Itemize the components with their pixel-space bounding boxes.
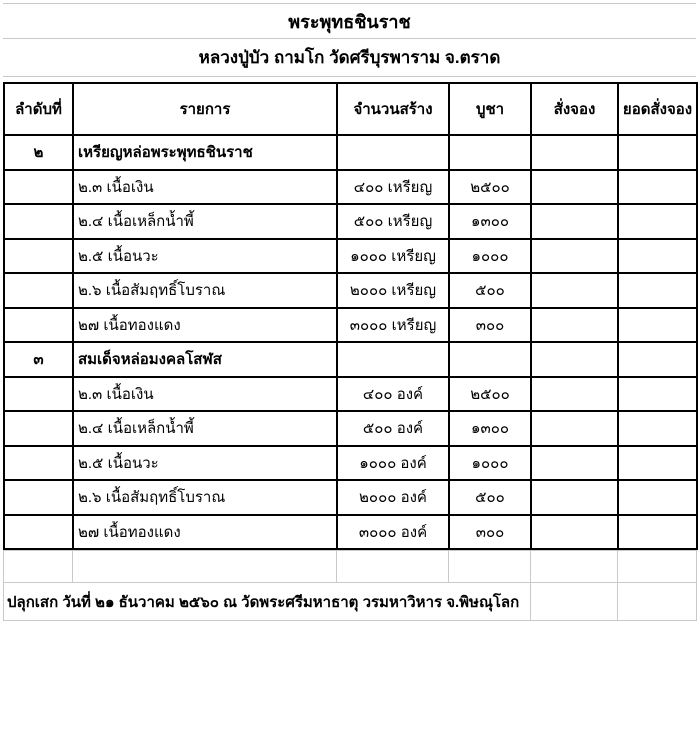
cell-price: ๑๐๐๐: [449, 446, 531, 481]
consecration-note: ปลุกเสก วันที่ ๒๑ ธันวาคม ๒๕๖๐ ณ วัดพระศรีมหาธาตุ วรมหาวิหาร จ.พิษณุโลก: [4, 583, 531, 621]
cell-index: [4, 273, 73, 308]
cell-quantity: ๑๐๐๐ องค์: [337, 446, 449, 481]
table-row: [4, 377, 697, 412]
cell-quantity: ๓๐๐๐ เหรียญ: [337, 308, 449, 343]
cell-index: ๒: [4, 135, 73, 170]
cell-item: ๒.๕ เนื้อนวะ: [73, 446, 337, 481]
cell-order: [531, 135, 618, 170]
cell-order: [531, 446, 618, 481]
cell-price: ๒๕๐๐: [449, 377, 531, 412]
cell-order: [531, 377, 618, 412]
cell-item: ๒.๖ เนื้อสัมฤทธิ์โบราณ: [73, 480, 337, 515]
cell-item: ๒๗ เนื้อทองแดง: [73, 515, 337, 550]
cell-price: ๓๐๐: [449, 515, 531, 550]
cell-order-total: [618, 204, 697, 239]
col-header-item: รายการ: [73, 83, 337, 135]
cell-index: [4, 446, 73, 481]
table-row: [4, 135, 697, 170]
footer-order-total-cell: [618, 583, 697, 621]
sheet-subtitle: หลวงปู่บัว ถามโก วัดศรีบุรพาราม จ.ตราด: [3, 39, 696, 77]
table-row: [4, 308, 697, 343]
cell-index: [4, 411, 73, 446]
footer-order-cell: [531, 583, 618, 621]
cell-order-total: [618, 377, 697, 412]
empty-cell: [531, 551, 618, 583]
cell-item: เหรียญหล่อพระพุทธชินราช: [73, 135, 337, 170]
cell-order: [531, 239, 618, 274]
cell-index: [4, 480, 73, 515]
empty-cell: [337, 551, 449, 583]
cell-quantity: [337, 342, 449, 377]
cell-quantity: ๑๐๐๐ เหรียญ: [337, 239, 449, 274]
cell-quantity: ๓๐๐๐ องค์: [337, 515, 449, 550]
header-row: [4, 83, 697, 135]
table-row: [4, 204, 697, 239]
empty-cell: [618, 551, 697, 583]
cell-order-total: [618, 480, 697, 515]
table-row: [4, 170, 697, 205]
cell-index: ๓: [4, 342, 73, 377]
footer-row: [4, 583, 697, 621]
cell-index: [4, 204, 73, 239]
cell-quantity: ๔๐๐ เหรียญ: [337, 170, 449, 205]
cell-item: ๒.๓ เนื้อเงิน: [73, 170, 337, 205]
cell-item: ๒.๕ เนื้อนวะ: [73, 239, 337, 274]
cell-quantity: ๔๐๐ องค์: [337, 377, 449, 412]
cell-price: [449, 135, 531, 170]
cell-index: [4, 308, 73, 343]
cell-quantity: [337, 135, 449, 170]
col-header-index: ลำดับที่: [4, 83, 73, 135]
cell-order-total: [618, 342, 697, 377]
cell-index: [4, 515, 73, 550]
footer-grid: [3, 550, 697, 621]
cell-price: ๑๓๐๐: [449, 204, 531, 239]
cell-order: [531, 411, 618, 446]
cell-quantity: ๒๐๐๐ เหรียญ: [337, 273, 449, 308]
cell-price: [449, 342, 531, 377]
empty-cell: [449, 551, 531, 583]
cell-order: [531, 308, 618, 343]
cell-order-total: [618, 135, 697, 170]
amulet-table: [3, 82, 698, 550]
cell-index: [4, 239, 73, 274]
col-header-order: สั่งจอง: [531, 83, 618, 135]
cell-order: [531, 204, 618, 239]
sheet-title: พระพุทธชินราช: [3, 3, 696, 39]
cell-item: ๒๗ เนื้อทองแดง: [73, 308, 337, 343]
col-header-quantity: จำนวนสร้าง: [337, 83, 449, 135]
table-row: [4, 446, 697, 481]
cell-price: ๒๕๐๐: [449, 170, 531, 205]
cell-order-total: [618, 273, 697, 308]
table-row: [4, 342, 697, 377]
cell-order-total: [618, 170, 697, 205]
cell-price: ๓๐๐: [449, 308, 531, 343]
cell-quantity: ๕๐๐ องค์: [337, 411, 449, 446]
table-row: [4, 239, 697, 274]
cell-order-total: [618, 515, 697, 550]
cell-item: สมเด็จหล่อมงคลโสฬส: [73, 342, 337, 377]
cell-price: ๑๐๐๐: [449, 239, 531, 274]
cell-item: ๒.๖ เนื้อสัมฤทธิ์โบราณ: [73, 273, 337, 308]
table-row: [4, 411, 697, 446]
cell-price: ๕๐๐: [449, 480, 531, 515]
cell-order: [531, 515, 618, 550]
cell-item: ๒.๓ เนื้อเงิน: [73, 377, 337, 412]
cell-order: [531, 273, 618, 308]
table-row: [4, 515, 697, 550]
cell-price: ๕๐๐: [449, 273, 531, 308]
cell-order: [531, 170, 618, 205]
empty-row: [4, 551, 697, 583]
cell-quantity: ๕๐๐ เหรียญ: [337, 204, 449, 239]
cell-order-total: [618, 446, 697, 481]
empty-cell: [4, 551, 73, 583]
cell-order: [531, 480, 618, 515]
cell-item: ๒.๔ เนื้อเหล็กน้ำพี้: [73, 411, 337, 446]
col-header-order-total: ยอดสั่งจอง: [618, 83, 697, 135]
cell-item: ๒.๔ เนื้อเหล็กน้ำพี้: [73, 204, 337, 239]
empty-cell: [73, 551, 337, 583]
cell-index: [4, 377, 73, 412]
cell-order: [531, 342, 618, 377]
cell-order-total: [618, 239, 697, 274]
table-row: [4, 480, 697, 515]
cell-order-total: [618, 411, 697, 446]
cell-order-total: [618, 308, 697, 343]
cell-quantity: ๒๐๐๐ องค์: [337, 480, 449, 515]
col-header-price: บูชา: [449, 83, 531, 135]
table-row: [4, 273, 697, 308]
cell-price: ๑๓๐๐: [449, 411, 531, 446]
cell-index: [4, 170, 73, 205]
